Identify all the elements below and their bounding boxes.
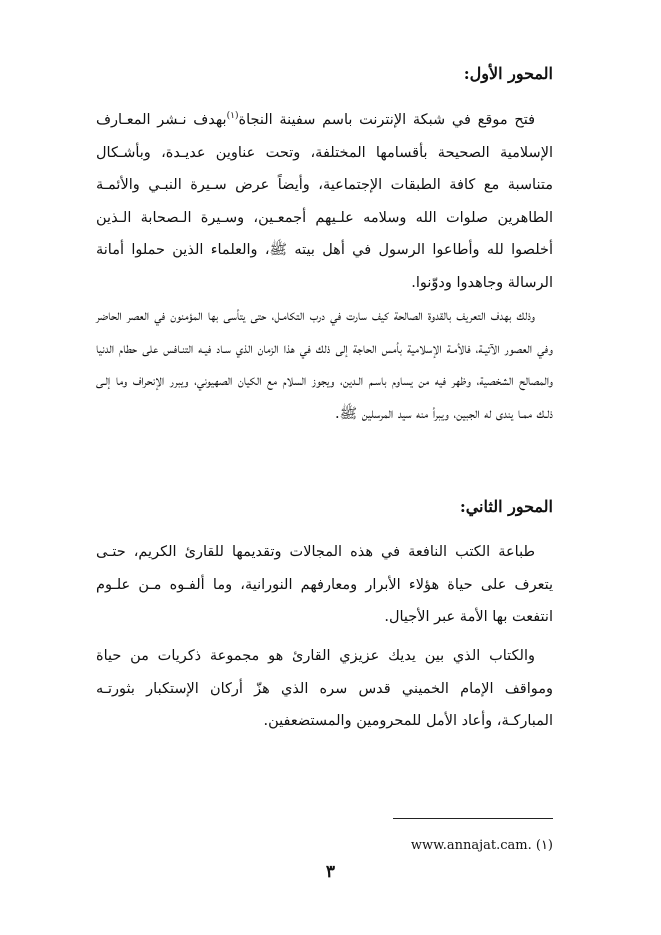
paragraph-second-axis-1 [96,536,553,634]
paragraph-text-before-footnote: فتح موقع في شبكة الإنترنت باسم سفينة النجاة [238,112,535,128]
footnote-text[interactable]: www.annajat.cam. [410,838,532,853]
section-heading-second-axis: المحور الثاني: [459,497,553,516]
paragraph-text: طباعة الكتب النافعة في هذه المجالات وتقديمها للقارئ الكريم، حتـى يتعرف على حياة هؤلاء الأبرار ومعارفهم النورانية، وما ألفـوه مـن علـوم انتفعت بها الأمة عبر الأجيال. [96,544,553,625]
page-number: ٣ [325,862,336,882]
paragraph-first-axis-2 [96,300,553,430]
footnote-reference-marker[interactable]: (١) [226,111,239,122]
paragraph-text: وذلك بهدف التعريف بالقدوة الصالحة كيف سارت في درب التكامـل، حتى يتأسى بها المؤمنون في العصر الحاضر وفي العصور الآتيـة، فالأمـة الإسلامية بأمس الحاجة إلى ذلك في هذا الزمان الذي سـاد فيـه التنـافس على حطام الدنيا والمصالح الشخصية، وظهر فيه من يساوم باسـم الـدين، ويجوز السلام مع الكيان الصهيوني، ويبرر الإنحراف وما إلـى ذلـك ممـا يندى له الجبين، ويبرأ منه سيد المرسلين ﷺ. [96,308,553,422]
section-heading-first-axis: المحور الأول: [463,64,553,83]
paragraph-text-after-footnote: بهدف نـشر المعـارف الإسلامية الصحيحة بأقسامها المختلفة، وتحت عناوين عديـدة، وبأشـكال متناسبة مع كافة الطبقات الإجتماعية، وأيضاً عرض سـيرة النبـي والأئمـة الطاهرين صلوات الله وسلامه علـيهم أجمعـين، وسـيرة الـصحابة الـذين أخلصوا لله وأطاعوا الرسول في أهل بيته ﷺ، والعلماء الذين حملوا أمانة الرسالة وجاهدوا ودوّنوا. [96,112,553,291]
paragraph-second-axis-2 [96,640,553,738]
footnote-marker: (١) [535,838,553,853]
footnote [411,838,553,853]
footnote-divider [393,818,553,819]
paragraph-first-axis-1 [96,104,553,299]
book-page [96,0,553,935]
paragraph-text: والكتاب الذي بين يديك عزيزي القارئ هو مجموعة ذكريات من حياة ومواقف الإمام الخميني قدس سره الذي هزّ أركان الإستكبار بثورتـه المباركـة، وأعاد الأمل للمحرومين والمستضعفين. [96,648,553,729]
